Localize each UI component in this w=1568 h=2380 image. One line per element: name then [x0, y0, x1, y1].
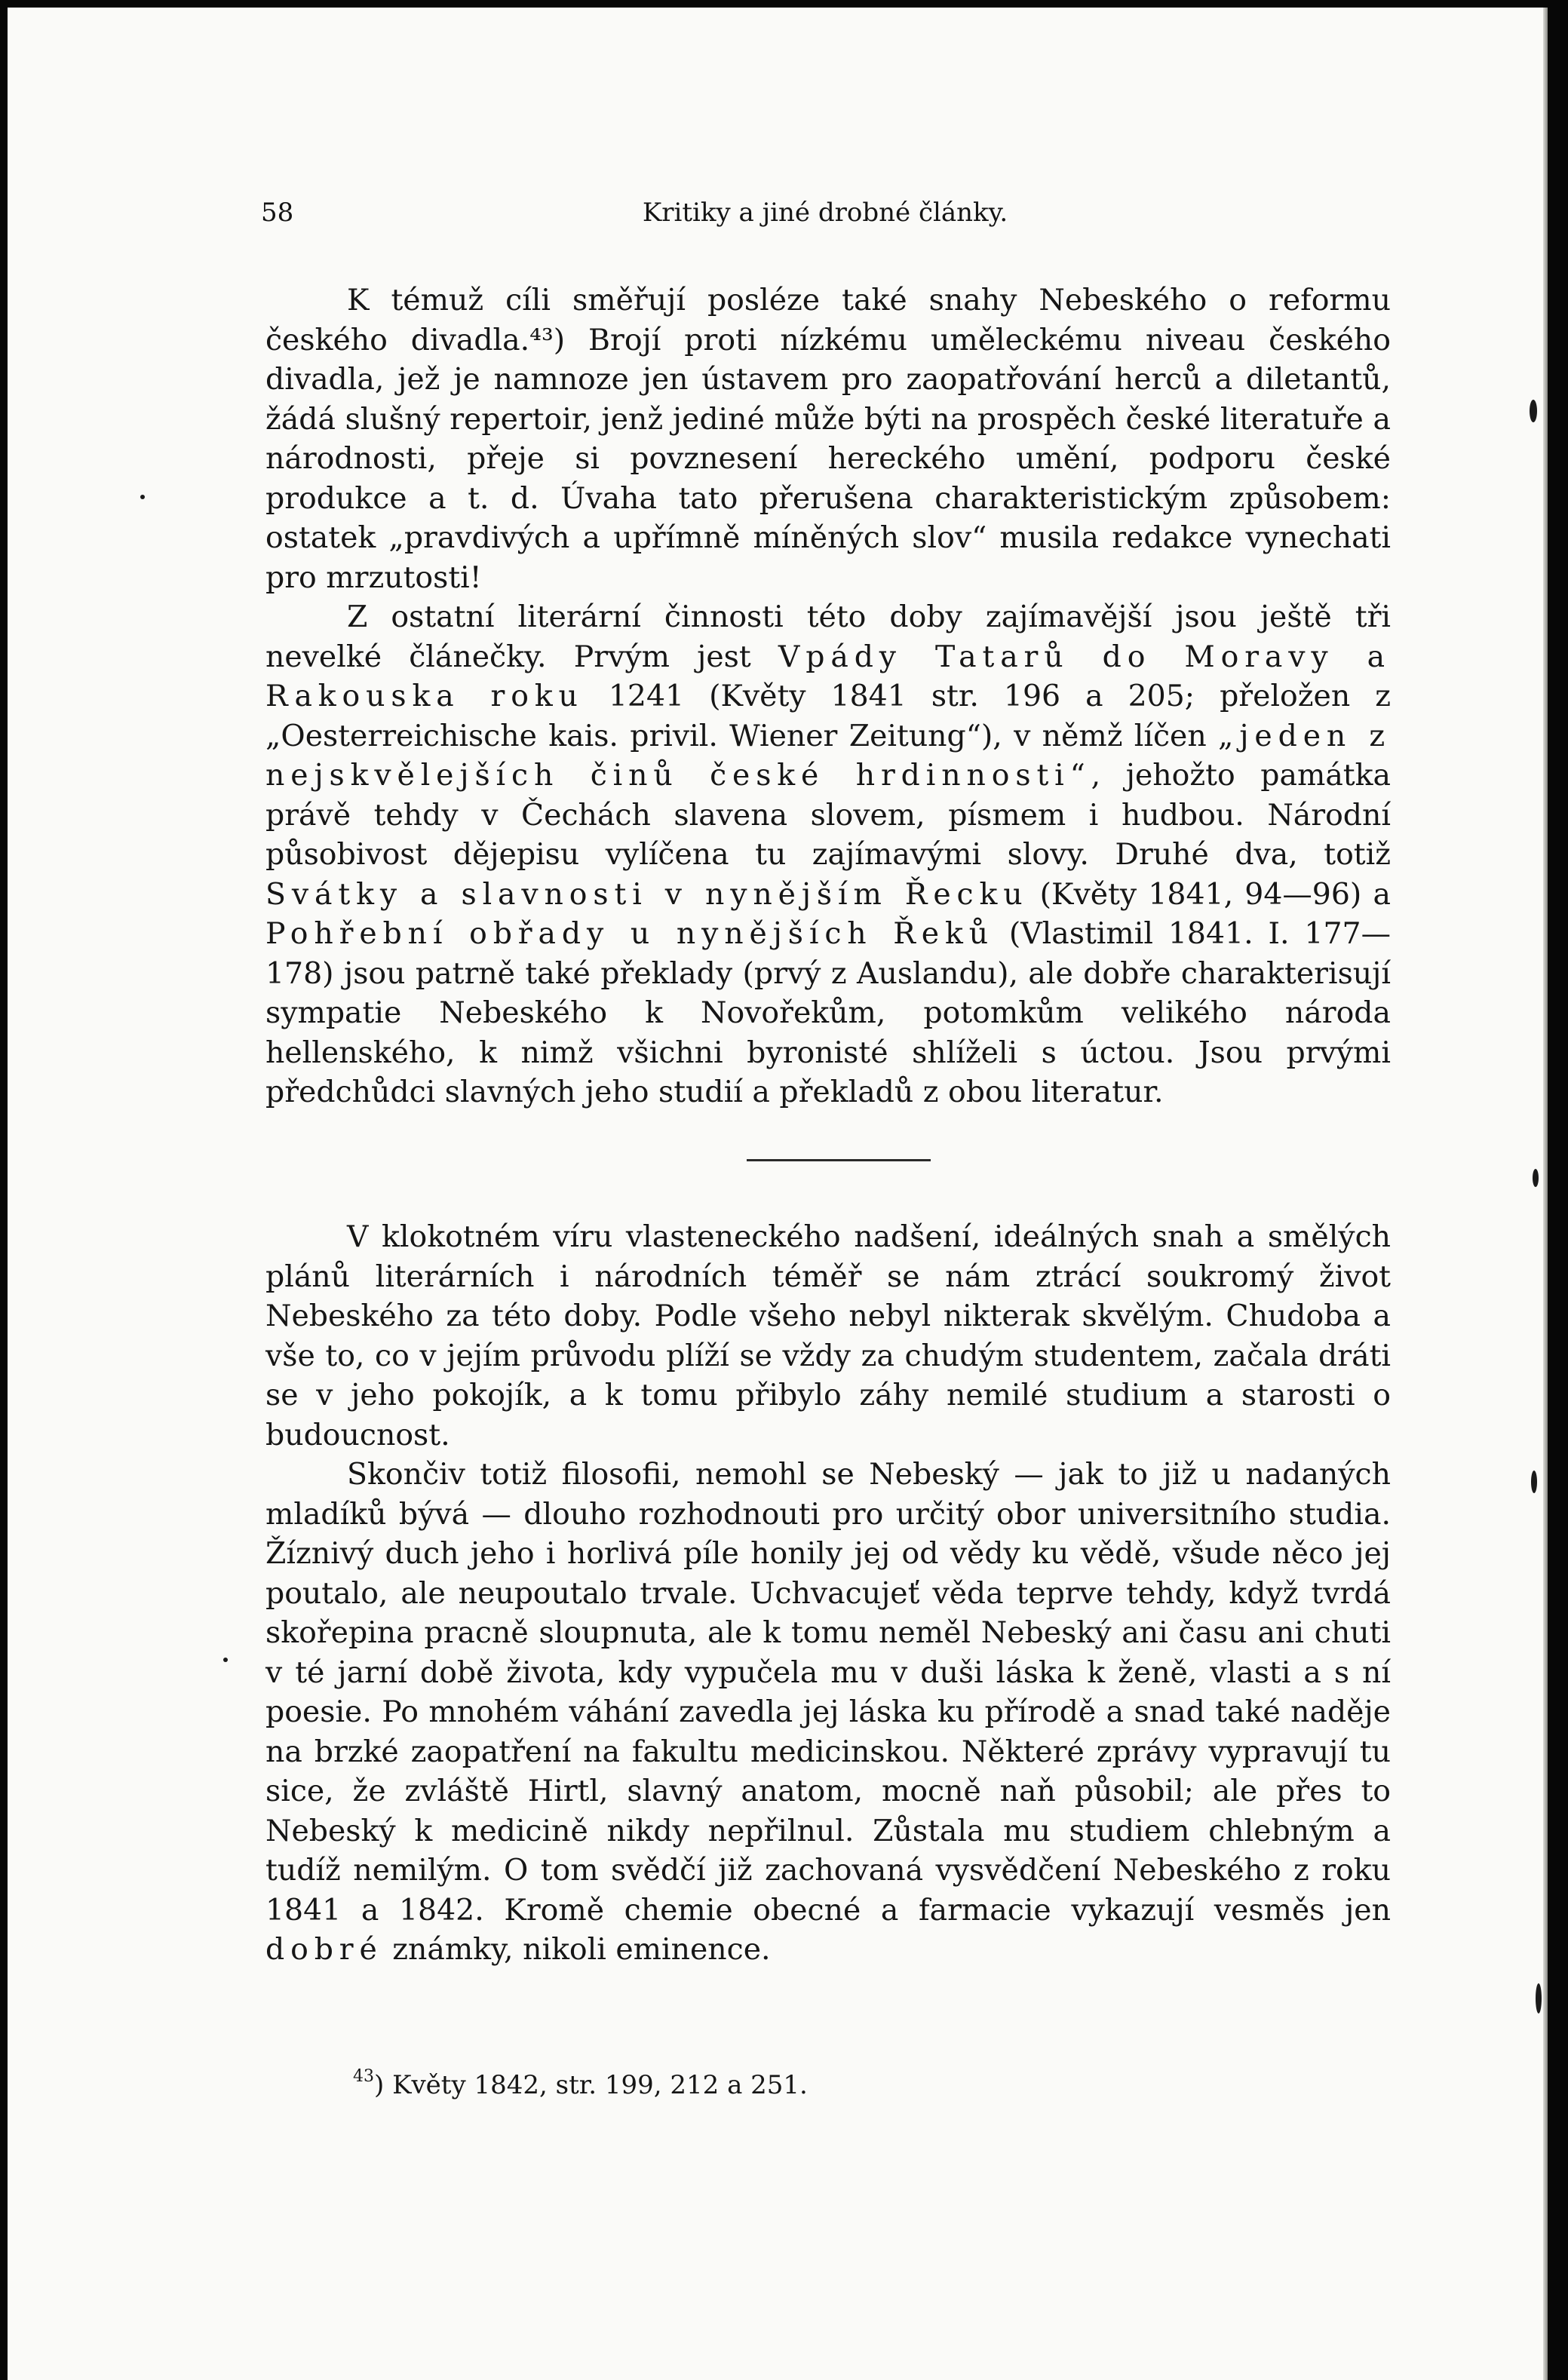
- scan-speck: [1536, 1983, 1542, 2013]
- scan-speck: [1530, 400, 1537, 422]
- quote-czech-heroism: „jeden z nejskvělejších činů české hrdinnosti“: [265, 718, 1391, 793]
- footnote-marker: 43: [353, 2067, 374, 2086]
- scan-speck: [140, 495, 145, 499]
- article-title-greek-funerals: Pohřební obřady u nynějších Řeků: [265, 916, 994, 951]
- paragraph-other-articles: Z ostatní literární činnosti této doby zajímavější jsou ještě tři nevelké článečky. Prvým jest Vpády Tatarů do Moravy a Rakouska roku 1241 (Květy 1841 str. 196 a 205; přeložen z „Oesterreichische kais. privil. Wiener Zeitung“), v němž líčen „jeden z nejskvělejších činů české hrdinnosti“, jehožto památka právě tehdy v Čechách slavena slovem, písmem i hudbou. Národní působivost dějepisu vylíčena tu zajímavými slovy. Druhé dva, totiž Svátky a slavnosti v nynějším Řecku (Květy 1841, 94—96) a Pohřební obřady u nynějších Řeků (Vlastimil 1841. I. 177—178) jsou patrně také překlady (prvý z Auslandu), ale dobře charakterisují sympatie Nebeského k Novořekům, potomkům velikého národa hellenského, k nimž všichni byronisté shlíželi s úctou. Jsou prvými předchůdci slavných jeho studií a překladů z obou literatur.: [265, 600, 1391, 1109]
- article-title-greek-holidays: Svátky a slavnosti v nynějším Řecku: [265, 876, 1029, 912]
- text-block-theatre: [265, 281, 1391, 1112]
- paragraph-theatre-reform: K témuž cíli směřují posléze také snahy Nebeského o reformu českého divadla.⁴³) Brojí proti nízkému uměleckému niveau českého divadla, jež je namnoze jen ústavem pro zaopatřování herců a diletantů, žádá slušný repertoir, jenž jediné může býti na prospěch české literatuře a národnosti, přeje si povznesení hereckého umění, podporu české produkce a t. d. Úvaha tato přerušena charakteristickým způsobem: ostatek „pravdivých a upřímně míněných slov“ musila redakce vynechati pro mrzutosti!: [265, 283, 1391, 595]
- scan-speck: [1531, 1471, 1537, 1493]
- scan-speck: [1533, 1169, 1539, 1187]
- page-number: 58: [261, 198, 294, 228]
- text-block-private-life: [265, 1217, 1391, 1970]
- emphasis-good-grades: dobré: [265, 1932, 383, 1967]
- book-page: [8, 8, 1548, 2380]
- scan-speck: [223, 1658, 228, 1662]
- footnote-text: ) Květy 1842, str. 199, 212 a 251.: [374, 2070, 808, 2100]
- footnote-43: [353, 2069, 1333, 2102]
- paragraph-medical-studies: Skončiv totiž filosofii, nemohl se Nebeský — jak to již u nadaných mladíků bývá — dlouho rozhodnouti pro určitý obor universitního studia. Žíznivý duch jeho i horlivá píle honily jej od vědy ku vědě, všude něco jej poutalo, ale neupoutalo trvale. Uchvacujeť věda teprve tehdy, když tvrdá skořepina pracně sloupnuta, ale k tomu neměl Nebeský ani času ani chuti v té jarní době života, kdy vypučela mu v duši láska k ženě, vlasti a s ní poesie. Po mnohém váhání zavedla jej láska ku přírodě a snad také naděje na brzké zaopatření na fakultu medicinskou. Některé zprávy vypravují tu sice, že zvláště Hirtl, slavný anatom, mocně naň působil; ale přes to Nebeský k medicině nikdy nepřilnul. Zůstala mu studiem chlebným a tudíž nemilým. O tom svědčí již zachovaná vysvědčení Nebeského z roku 1841 a 1842. Kromě chemie obecné a farmacie vykazují vesměs jen dobré známky, nikoli eminence.: [265, 1457, 1391, 1967]
- paragraph-private-life: V klokotném víru vlasteneckého nadšení, ideálných snah a smělých plánů literárních i národních téměř se nám ztrácí soukromý život Nebeského za této doby. Podle všeho nebyl nikterak skvělým. Chudoba a vše to, co v jejím průvodu plíží se vždy za chudým studentem, začala dráti se v jeho pokojík, a k tomu přibylo záhy nemilé studium a starosti o budoucnost.: [265, 1219, 1391, 1452]
- binding-edge: [1543, 8, 1548, 2380]
- section-divider: [747, 1159, 931, 1161]
- running-header: [261, 198, 1389, 235]
- running-title: Kritiky a jiné drobné články.: [642, 198, 1008, 228]
- article-title-tatar-raids: Vpády Tatarů do Moravy a Rakouska roku: [265, 639, 1391, 713]
